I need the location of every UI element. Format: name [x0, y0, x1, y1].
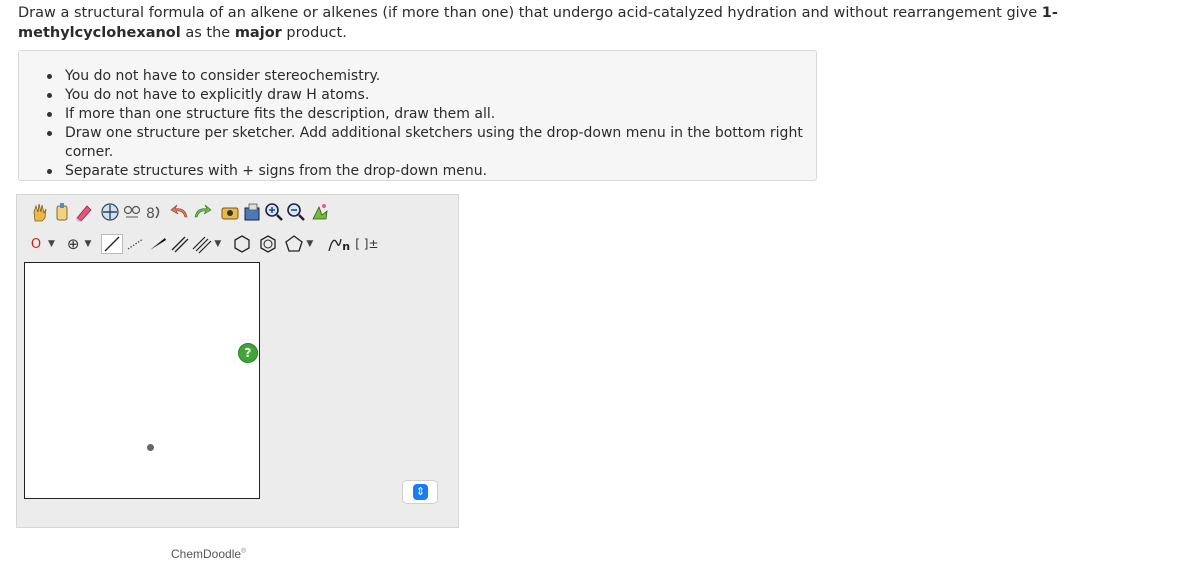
- help-button[interactable]: ?: [238, 343, 258, 363]
- instructions-list: [65, 67, 816, 181]
- question-middle: as the: [180, 25, 235, 41]
- cyclohexane-icon[interactable]: [231, 233, 253, 255]
- chevron-down-icon[interactable]: ▼: [214, 239, 222, 249]
- instruction-item: You do not have to consider stereochemistry.: [65, 67, 816, 86]
- charge-tool[interactable]: ⊕: [66, 235, 80, 253]
- brand-mark: ®: [241, 548, 247, 555]
- templates-icon[interactable]: [219, 201, 241, 223]
- chemdoodle-sketcher: [16, 194, 459, 561]
- question-suffix: product.: [281, 25, 347, 41]
- undo-icon[interactable]: [169, 201, 191, 223]
- eraser-icon[interactable]: [73, 201, 95, 223]
- sketcher-spinner[interactable]: [402, 480, 438, 504]
- atom-label-tool[interactable]: O: [30, 236, 42, 252]
- zoom-out-icon[interactable]: [285, 201, 307, 223]
- chain-n-label: n: [342, 240, 351, 253]
- instruction-item: Separate structures with + signs from the drop-down menu.: [65, 162, 816, 181]
- dashed-bond-icon[interactable]: [125, 233, 147, 255]
- chemdoodle-logo: [171, 547, 246, 561]
- triple-bond-icon[interactable]: [191, 233, 213, 255]
- zoom-in-icon[interactable]: [263, 201, 285, 223]
- clean-icon[interactable]: [309, 201, 331, 223]
- instructions-box: [18, 50, 817, 181]
- toolbar-bottom: [29, 233, 379, 255]
- chevron-down-icon[interactable]: ▼: [306, 239, 314, 249]
- brand-name: ChemDoodle: [171, 547, 242, 561]
- benzene-icon[interactable]: [257, 233, 279, 255]
- up-down-icon[interactable]: ⇕: [413, 484, 428, 500]
- wedge-bond-icon[interactable]: [147, 233, 169, 255]
- chevron-down-icon[interactable]: ▼: [48, 239, 55, 249]
- clear-icon[interactable]: [241, 201, 263, 223]
- double-bond-icon[interactable]: [169, 233, 191, 255]
- brackets-tool[interactable]: [ ]±: [355, 237, 379, 251]
- target-compound: 1-methylcyclohexanol: [18, 5, 1058, 41]
- instruction-item: Draw one structure per sketcher. Add additional sketchers using the drop-down menu in the bottom right corner.: [65, 124, 816, 162]
- instruction-item: You do not have to explicitly draw H atoms.: [65, 86, 816, 105]
- question-text: [18, 3, 1158, 43]
- redo-icon[interactable]: [191, 201, 213, 223]
- question-prefix: Draw a structural formula of an alkene or alkenes (if more than one) that undergo acid-catalyzed hydration and without rearrangement give: [18, 5, 1042, 21]
- chain-icon[interactable]: [327, 233, 351, 255]
- emphasis-word: major: [234, 25, 282, 41]
- lasso-select-icon[interactable]: [51, 201, 73, 223]
- cyclopentane-icon[interactable]: [283, 233, 305, 255]
- drawing-canvas[interactable]: [24, 262, 260, 561]
- svg-text:8: 8: [146, 206, 155, 222]
- toolbar-top: [29, 199, 331, 225]
- instruction-item: If more than one structure fits the description, draw them all.: [65, 105, 816, 124]
- center-icon[interactable]: [99, 201, 121, 223]
- canvas-cursor-dot: [147, 444, 154, 451]
- single-bond-icon[interactable]: [101, 234, 123, 254]
- rotate-icon[interactable]: [143, 201, 165, 223]
- chevron-down-icon[interactable]: ▼: [84, 239, 92, 249]
- flip-icon[interactable]: [121, 201, 143, 223]
- hand-icon[interactable]: [29, 201, 51, 223]
